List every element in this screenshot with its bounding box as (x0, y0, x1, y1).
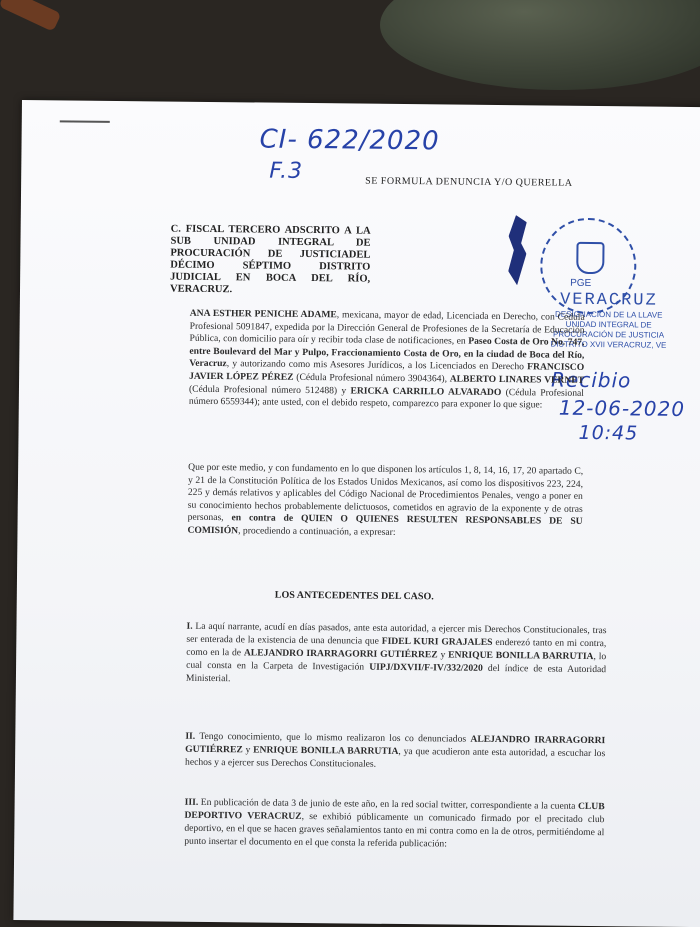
address-block: C. FISCAL TERCERO ADSCRITO A LA SUB UNIDAD INTEGRAL DE PROCURACIÓN DE JUSTICIADEL DÉCIMO SÉPTIMO DISTRITO JUDICIAL EN BOCA DEL RÍO, VERACRUZ. (169, 223, 371, 296)
text-run: ANA ESTHER PENICHE ADAME (189, 307, 337, 321)
text-run: y (437, 649, 449, 661)
text-run: enderezó tanto en mi contra, como en la de (186, 636, 607, 659)
text-run: (Cédula Profesional número 6559344); ante usted, con el debido respeto, comparezco para exponer lo que sigue: (188, 386, 585, 411)
text-run: Paseo Costa de Oro No. 747, entre Boulevard del Mar y Pulpo, Fraccionamiento Costa de Oro, en la ciudad de Boca del Río, Veracruz (189, 335, 585, 370)
text-run: , lo cual consta en la Carpeta de Investigación (186, 651, 607, 673)
text-run: ENRIQUE BONILLA BARRUTIA (253, 744, 399, 757)
text-run: (Cédula Profesional número 3904364), (293, 371, 450, 385)
intro-paragraph (149, 307, 585, 412)
text-run: ALBERTO LINARES VERNET (449, 373, 585, 386)
stamp-title: VERACRUZ (560, 290, 658, 311)
text-run: ERICKA CARRILLO ALVARADO (350, 385, 502, 398)
stamp-line: UNIDAD INTEGRAL DE (565, 319, 652, 330)
crest-icon (576, 242, 604, 274)
document-heading: SE FORMULA DENUNCIA Y/O QUERELLA (365, 175, 573, 189)
text-run: ENRIQUE BONILLA BARRUTIA (448, 649, 594, 663)
text-run: (Cédula Profesional número 512488) y (188, 383, 351, 397)
text-run: , procediendo a continuación, a expresar: (238, 525, 396, 538)
text-run: twitter (440, 799, 466, 811)
text-run: FRANCISCO JAVIER LÓPEZ PÉREZ (189, 361, 585, 383)
handwritten-received-time: 10:45 (578, 421, 639, 445)
text-run: I. (186, 620, 193, 632)
text-run: FIDEL KURI GRAJALES (381, 635, 493, 648)
antecedent-item-3 (144, 795, 605, 852)
seal-label: PGE (570, 277, 592, 289)
text-run: del índice de esta Autoridad Ministerial. (185, 662, 607, 685)
text-run: La aquí narrante, acudí en días pasados, ante esta autoridad, a ejercer mis Derechos Constitucionales, tras ser enterada de la existencia de una denuncia que (186, 620, 607, 647)
text-run: ALEJANDRO IRARRAGORRI GUTIÉRREZ (243, 647, 438, 661)
text-run: CLUB DEPORTIVO VERACRUZ (184, 800, 605, 822)
stamp-line: PROCURACIÓN DE JUSTICIA (552, 329, 665, 340)
stamp-line: DESIGNACIÓN DE LA LLAVE (555, 309, 663, 320)
state-logo-icon (508, 215, 527, 285)
text-run: y (242, 744, 254, 756)
text-run: II. (185, 730, 196, 742)
antecedent-item-2 (145, 729, 605, 773)
stamp-line: DISTRITO XVII VERACRUZ, VE (550, 339, 667, 350)
text-run: , y autorizando como mis Asesores Jurídicos, a los Licenciados en Derecho (226, 358, 528, 373)
section-title: LOS ANTECEDENTES DEL CASO. (274, 589, 434, 603)
antecedent-item-1 (146, 619, 607, 689)
text-run: , correspondiente a la cuenta (465, 799, 579, 812)
text-run: III. (184, 796, 199, 808)
text-run: , se exhibió públicamente un comunicado firmado por el precitado club deportivo, en el que se hacen graves señalamientos tanto en mi contra como en la de otros, permitiéndome al punto insertar el documento en el que consta la referida publicación: (184, 810, 605, 850)
text-run: Tengo conocimiento, que lo mismo realizaron los co denunciados (195, 730, 471, 745)
margin-dash (60, 120, 110, 123)
handwritten-case-number: CI- 622/2020 (259, 124, 440, 157)
background-object (0, 0, 61, 32)
background-cushion (380, 0, 700, 90)
handwritten-received-date: 12-06-2020 (558, 395, 686, 421)
grounds-paragraph (147, 461, 583, 541)
text-run: UIPJ/DXVII/F-IV/332/2020 (369, 661, 483, 674)
text-run: en contra de QUIEN O QUIENES RESULTEN RESPONSABLES DE SU COMISIÓN (187, 512, 583, 537)
text-run: Que por este medio, y con fundamento en lo que disponen los artículos 1, 8, 14, 16, 17, 20 apartado C, y 21 de la Constitución Política de los Estados Unidos Mexicanos, así como los dispositivos 223, 224, 225 y demás relativos y aplicables del Código Nacional de Procedimientos Penales, vengo a poner en su conocimiento hechos probablemente delictuosos, cometidos en agravio de la exponente y de otras personas, (187, 461, 584, 524)
handwritten-received: Recibio (550, 367, 632, 393)
text-run: ALEJANDRO IRARRAGORRI GUTIÉRREZ (185, 733, 606, 756)
text-run: , mexicana, mayor de edad, Licenciada en Derecho, con Cédula Profesional 5091847, expedida por la Dirección General de Profesiones de la Secretaría de Educación Pública, con domicilio para oír y recibir toda clase de notificaciones, en (189, 309, 585, 347)
text-run: , ya que acudieron ante esta autoridad, a escuchar los hechos y a ejercer sus Derechos Constitucionales. (185, 745, 606, 770)
text-run: En publicación de data 3 de junio de este año, en la red social (198, 796, 441, 811)
handwritten-folio: F.3 (269, 158, 304, 184)
document-page (13, 100, 700, 927)
